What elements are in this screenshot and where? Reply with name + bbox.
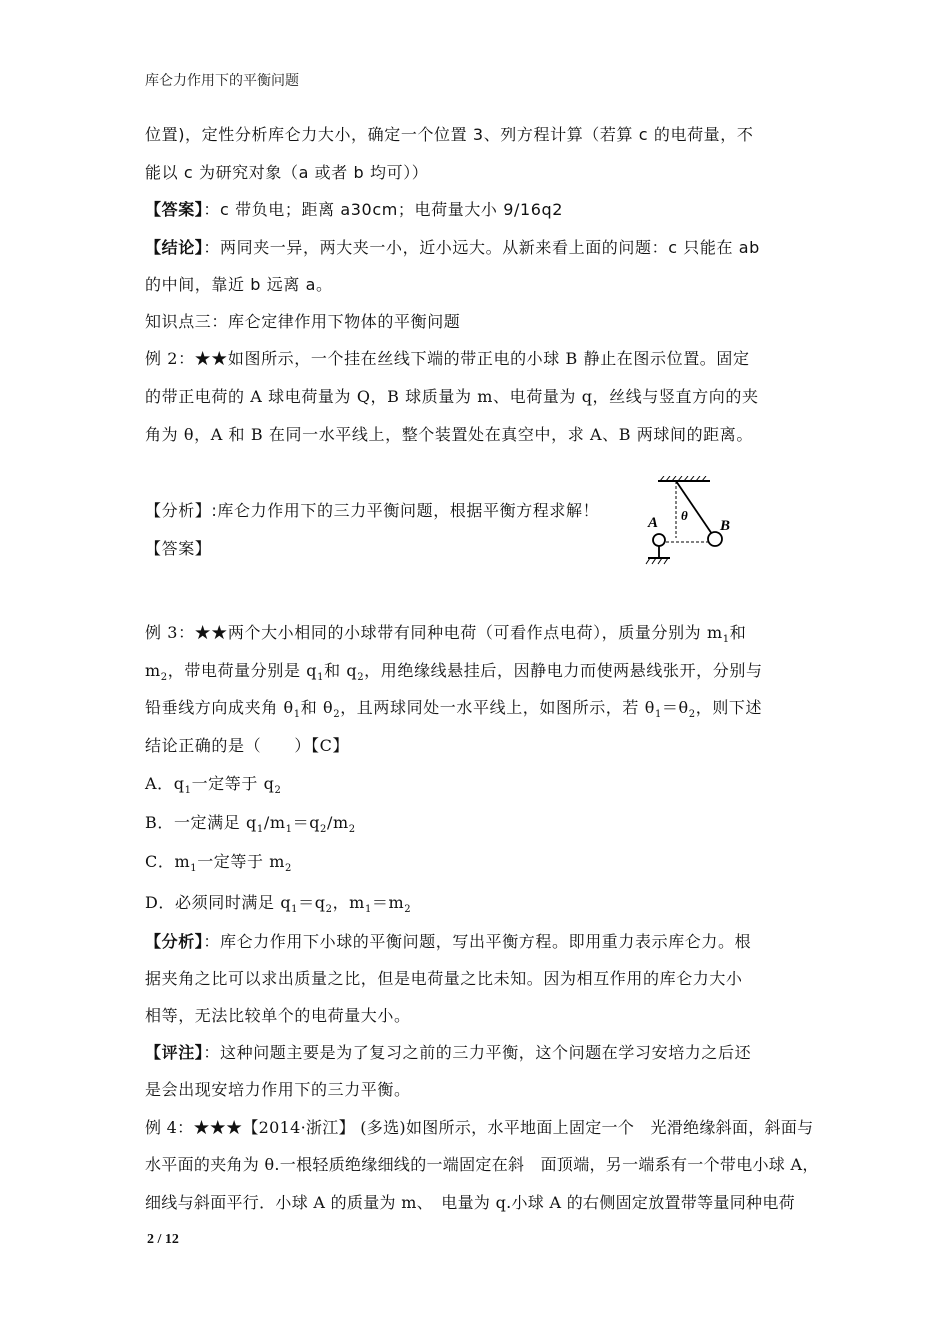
comment-text: ：这种问题主要是为了复习之前的三力平衡，这个问题在学习安培力之后还 [203, 1043, 752, 1062]
running-header: 库仑力作用下的平衡问题 [145, 73, 299, 89]
comment-tag: 【评注】 [145, 1043, 204, 1062]
analysis-tag: 【分析】 [145, 932, 204, 951]
label-a: A [648, 515, 659, 531]
text-line: 能以 c 为研究对象（a 或者 b 均可）） [145, 163, 429, 182]
conclusion-tag: 【结论】 [145, 238, 204, 257]
example-2-line: 角为 θ，A 和 B 在同一水平线上，整个装置处在真空中，求 A、B 两球间的距离。 [145, 425, 753, 444]
answer-line [145, 199, 563, 221]
analysis-line [145, 500, 599, 522]
example-2-line: 例 2：★★如图所示，一个挂在丝线下端的带正电的小球 B 静止在图示位置。固定 [145, 349, 750, 368]
answer-tag: 【答案】 [145, 200, 204, 219]
conclusion-line [145, 237, 760, 259]
answer-tag: 【答案】 [145, 539, 212, 558]
label-theta: θ [681, 508, 688, 523]
example-4-line: 例 4：★★★【2014·浙江】 (多选)如图所示，水平地面上固定一个 光滑绝缘斜面，斜面与 [145, 1118, 814, 1137]
text-line: 的中间，靠近 b 远离 a。 [145, 275, 333, 294]
example-3-line: $m_2$，带电荷量分别是 $q_1$和 $q_2$，用绝缘线悬挂后，因静电力而使两悬线张开，分别与 [145, 661, 763, 683]
text-line: 是会出现安培力作用下的三力平衡。 [145, 1080, 411, 1099]
pendulum-figure [640, 476, 740, 568]
analysis-text: :库仑力作用下的三力平衡问题，根据平衡方程求解！ [211, 501, 600, 520]
example-3-line: 例 3：★★两个大小相同的小球带有同种电荷（可看作点电荷），质量分别为 $m_1$和 [145, 623, 747, 645]
analysis-text: ：库仑力作用下小球的平衡问题，写出平衡方程。即用重力表示库仑力。根 [203, 932, 752, 951]
analysis-tag: 【分析】 [145, 501, 212, 520]
conclusion-text: ：两同夹一异，两大夹一小，近小远大。从新来看上面的问题：c 只能在 ab [203, 238, 760, 257]
text-line: 位置)，定性分析库仑力大小，确定一个位置 3、列方程计算（若算 c 的电荷量，不 [145, 125, 754, 144]
option-d: D．必须同时满足 $q_1=q_2$，$m_1=m_2$ [145, 893, 412, 915]
example-3-line: 结论正确的是（ ）【C】 [145, 736, 350, 755]
option-a: A．$q_1$一定等于 $q_2$ [145, 774, 282, 796]
example-4-line: 细线与斜面平行．小球 A 的质量为 m、 电量为 q.小球 A 的右侧固定放置带等量同种电荷 [145, 1193, 795, 1212]
text-line: 据夹角之比可以求出质量之比，但是电荷量之比未知。因为相互作用的库仑力大小 [145, 969, 743, 988]
answer-text: ：c 带负电；距离 a30cm；电荷量大小 9/16q2 [203, 200, 564, 219]
option-b: B．一定满足 $q_1/m_1=q_2/m_2$ [145, 813, 356, 835]
label-b: B [720, 518, 731, 534]
example-2-line: 的带正电荷的 A 球电荷量为 Q，B 球质量为 m、电荷量为 q，丝线与竖直方向的夹 [145, 387, 759, 406]
example-4-line: 水平面的夹角为 θ.一根轻质绝缘细线的一端固定在斜 面顶端，另一端系有一个带电小球 A， [145, 1155, 819, 1174]
text-line: 相等，无法比较单个的电荷量大小。 [145, 1006, 411, 1025]
option-c: C．$m_1$一定等于 $m_2$ [145, 852, 293, 874]
comment-line [145, 1042, 751, 1064]
section-heading: 知识点三：库仑定律作用下物体的平衡问题 [145, 312, 461, 331]
analysis-line [145, 931, 751, 953]
example-3-line: 铅垂线方向成夹角 $\theta_1$和 $\theta_2$，且两球同处一水平线上，如图所示，若 $\theta_1=\theta_2$，则下述 [145, 698, 763, 720]
page-number: 2 / 12 [147, 1232, 179, 1247]
